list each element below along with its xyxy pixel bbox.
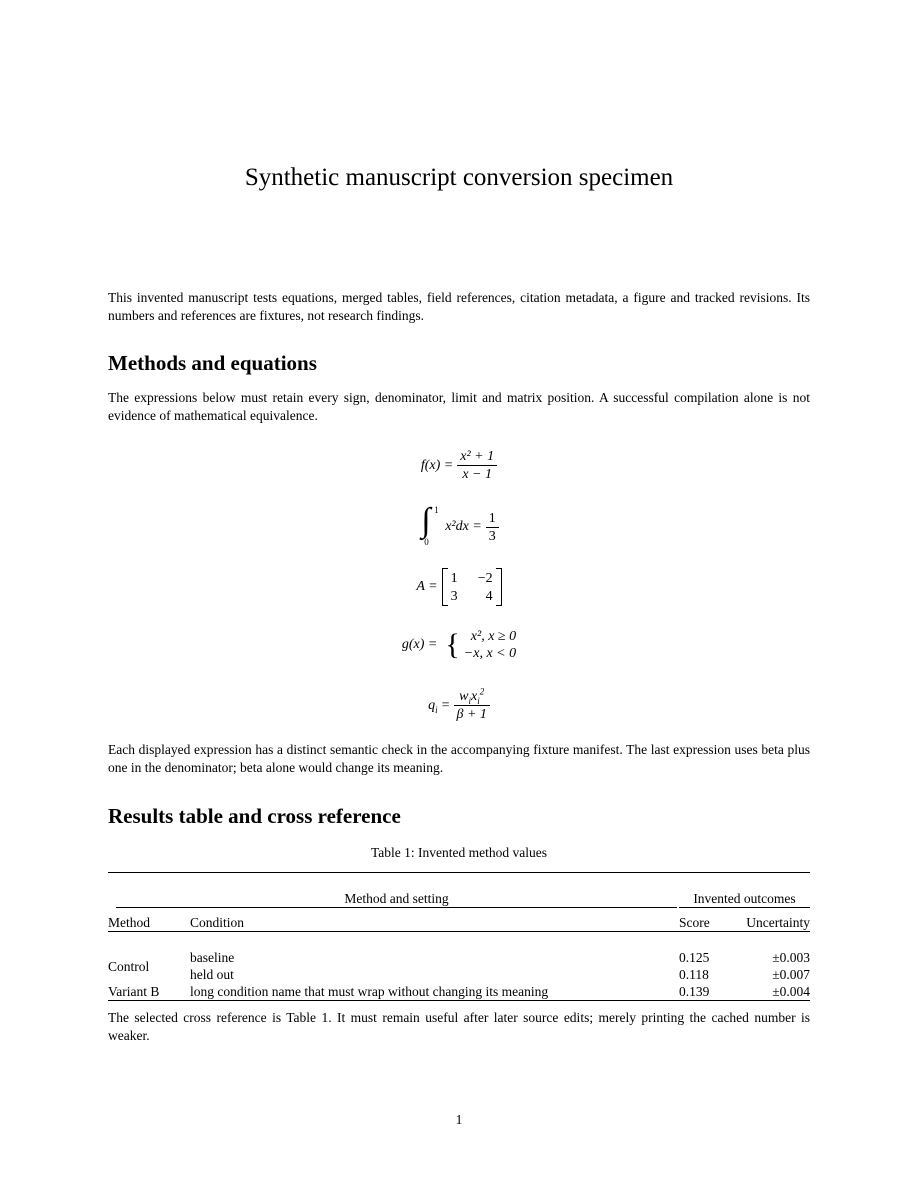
equation-2 [108,502,810,552]
methods-outro-paragraph: Each displayed expression has a distinct semantic check in the accompanying fixture manifest. The last expression uses beta plus one in the denominator; beta alone would change its meaning. [108,742,810,775]
eq5-x: x [471,689,478,704]
equation-1 [108,448,810,483]
integral-lower-limit: 0 [424,537,429,547]
eq1-fraction [457,448,497,483]
matrix-cell: 1 [450,570,458,586]
table-row [108,949,810,966]
eq2-numerator: 1 [488,510,496,526]
eq5-x-sup: 2 [479,686,485,697]
integral-sign: ∫ 1 0 [421,502,439,547]
table-caption: Table 1: Invented method values [370,845,547,860]
methods-intro-paragraph: The expressions below must retain every sign, denominator, limit and matrix position. A successful compilation alone is not evidence of mathematical equivalence. [108,390,810,423]
table-cell-score: 0.125 [679,950,710,965]
eq2-integrand: x²dx = [445,519,482,534]
equation-3 [108,568,810,606]
eq1-lhs: f(x) = [420,457,454,473]
table-cell-uncertainty: ±0.003 [772,950,810,965]
abstract-paragraph: This invented manuscript tests equations, merged tables, field references, citation metadata, a figure and tracked revisions. Its numbers and references are fixtures, not research findings. [108,290,810,323]
eq5-denominator: β + 1 [454,705,490,723]
table-cell-score: 0.139 [679,984,710,999]
case-2: −x, x < 0 [463,646,517,661]
eq5-fraction [454,688,490,723]
table-group-header-left: Method and setting [108,890,679,908]
eq4-lhs: g(x) = [401,637,438,652]
results-table [108,872,810,1018]
eq1-denominator: x − 1 [457,465,497,483]
section-heading-results: Results table and cross reference [108,804,401,828]
eq5-w: w [459,689,469,704]
table-cell-condition: held out [190,967,234,982]
results-outro-paragraph: The selected cross reference is Table 1. It must remain useful after later source edits; merely printing the cached number is weaker. [108,1010,810,1043]
table-header-cell: Condition [190,915,245,930]
table-row [108,966,810,983]
paper-page [108,0,810,1188]
eq5-x-sub: i [477,695,480,706]
table-header-cell: Uncertainty [746,915,810,930]
table-header-cell: Score [679,915,710,930]
eq5-lhs-subscript: i [435,704,438,715]
table-cell-method: Variant B [108,984,160,999]
table-cell-condition: long condition name that must wrap without changing its meaning [190,984,549,999]
eq2-denominator: 3 [486,527,499,545]
eq1-numerator: x² + 1 [460,449,495,464]
eq5-numerator [454,688,490,705]
table-cell-condition: baseline [190,950,235,965]
eq2-fraction [486,510,499,545]
eq5-equals: = [441,697,450,713]
matrix-a [442,568,502,606]
eq5-lhs [428,698,438,714]
matrix-cell: −2 [477,570,493,586]
eq5-w-sub: i [468,695,472,706]
table-header-cell: Method [108,915,150,930]
table-group-header-right: Invented outcomes [679,890,810,908]
section-heading-methods: Methods and equations [108,351,317,375]
table-row [108,983,810,1001]
table-cell-uncertainty: ±0.004 [772,984,810,999]
paper-title: Synthetic manuscript conversion specimen [244,164,674,191]
table-cell-uncertainty: ±0.007 [772,967,810,982]
table-cell-score: 0.118 [679,967,709,982]
table-cell-method: Control [108,958,150,974]
eq5-lhs-symbol: q [428,697,436,713]
matrix-cell: 3 [450,588,458,604]
integral-upper-limit: 1 [434,505,439,515]
equation-4 [108,627,810,663]
page-number: 1 [455,1112,463,1127]
eq3-lhs: A = [416,579,438,594]
case-1: x², x ≥ 0 [470,629,517,644]
equation-5 [108,688,810,723]
piecewise-cases: { x², x ≥ 0 −x, x < 0 [445,628,517,661]
table-header-row [108,914,810,932]
matrix-cell: 4 [485,588,493,604]
